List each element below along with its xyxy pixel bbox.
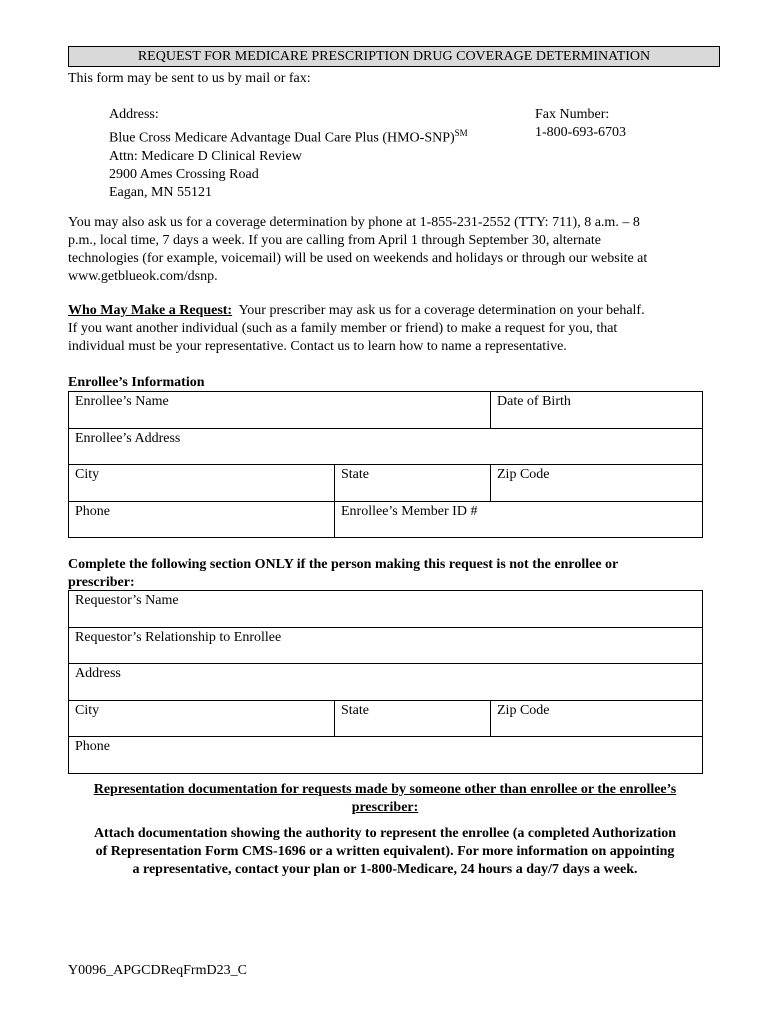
fax-label: Fax Number: (535, 107, 610, 122)
enrollee-heading: Enrollee’s Information (68, 375, 205, 390)
fax-number: 1-800-693-6703 (535, 125, 626, 140)
representation-body-line: Attach documentation showing the authority to represent the enrollee (a completed Authorization (93, 826, 677, 841)
who-may-line-2: If you want another individual (such as a family member or friend) to make a request for you, that (68, 321, 618, 336)
requestor-phone-field[interactable]: Phone (69, 737, 703, 774)
who-may-heading: Who May Make a Request: (68, 303, 233, 318)
address-line-4: Eagan, MN 55121 (109, 184, 213, 200)
representation-body-line: a representative, contact your plan or 1-800-Medicare, 24 hours a day/7 days a week. (132, 862, 638, 877)
address-line-2: Attn: Medicare D Clinical Review (109, 148, 302, 164)
representation-heading-line: Representation documentation for requests made by someone other than enrollee or the enrollee’s (93, 782, 677, 797)
requestor-heading-line: prescriber: (68, 575, 135, 590)
service-mark: SM (454, 128, 468, 138)
requestor-heading (68, 556, 618, 592)
requestor-address-field[interactable]: Address (69, 664, 703, 701)
form-title: REQUEST FOR MEDICARE PRESCRIPTION DRUG COVERAGE DETERMINATION (68, 46, 720, 67)
intro-text: This form may be sent to us by mail or fax: (68, 71, 311, 86)
requestor-table (68, 590, 703, 774)
phone-paragraph-line: p.m., local time, 7 days a week. If you are calling from April 1 through September 30, alternate (68, 233, 602, 248)
requestor-city-field[interactable]: City (69, 701, 335, 737)
enrollee-state-field[interactable]: State (335, 465, 491, 502)
enrollee-phone-field[interactable]: Phone (69, 502, 335, 538)
address-line-3: 2900 Ames Crossing Road (109, 166, 259, 182)
enrollee-dob-field[interactable]: Date of Birth (491, 392, 703, 429)
enrollee-name-field[interactable]: Enrollee’s Name (69, 392, 491, 429)
phone-paragraph (68, 214, 647, 286)
enrollee-city-field[interactable]: City (69, 465, 335, 502)
fax-block (535, 106, 626, 142)
representation-body-line: of Representation Form CMS-1696 or a written equivalent). For more information on appointing (95, 844, 675, 859)
who-may-line-1: Who May Make a Request: Your prescriber may ask us for a coverage determination on your behalf. (68, 303, 645, 318)
enrollee-address-field[interactable]: Enrollee’s Address (69, 429, 703, 465)
representation-heading-line: prescriber: (351, 800, 419, 815)
enrollee-table (68, 391, 703, 538)
enrollee-member-id-field[interactable]: Enrollee’s Member ID # (335, 502, 703, 538)
requestor-heading-line: Complete the following section ONLY if the person making this request is not the enrollee or (68, 557, 619, 572)
requestor-name-field[interactable]: Requestor’s Name (69, 591, 703, 628)
who-may-line-3: individual must be your representative. Contact us to learn how to name a representative. (68, 339, 567, 354)
address-label: Address: (109, 107, 159, 122)
mailing-address (109, 106, 468, 202)
address-line-1: Blue Cross Medicare Advantage Dual Care Plus (HMO-SNP)℠ (109, 128, 468, 146)
enrollee-zip-field[interactable]: Zip Code (491, 465, 703, 502)
phone-paragraph-line: You may also ask us for a coverage determination by phone at 1-855-231-2552 (TTY: 711), 8 a.m. – 8 (68, 215, 640, 230)
phone-paragraph-line: technologies (for example, voicemail) will be used on weekends and holidays or through our website at (68, 251, 648, 266)
representation-heading (60, 781, 710, 817)
representation-body (60, 825, 710, 879)
footer-form-code: Y0096_APGCDReqFrmD23_C (68, 963, 247, 978)
requestor-state-field[interactable]: State (335, 701, 491, 737)
requestor-zip-field[interactable]: Zip Code (491, 701, 703, 737)
who-may-request (68, 302, 645, 356)
requestor-relationship-field[interactable]: Requestor’s Relationship to Enrollee (69, 628, 703, 664)
phone-paragraph-line: www.getblueok.com/dsnp. (68, 269, 218, 284)
